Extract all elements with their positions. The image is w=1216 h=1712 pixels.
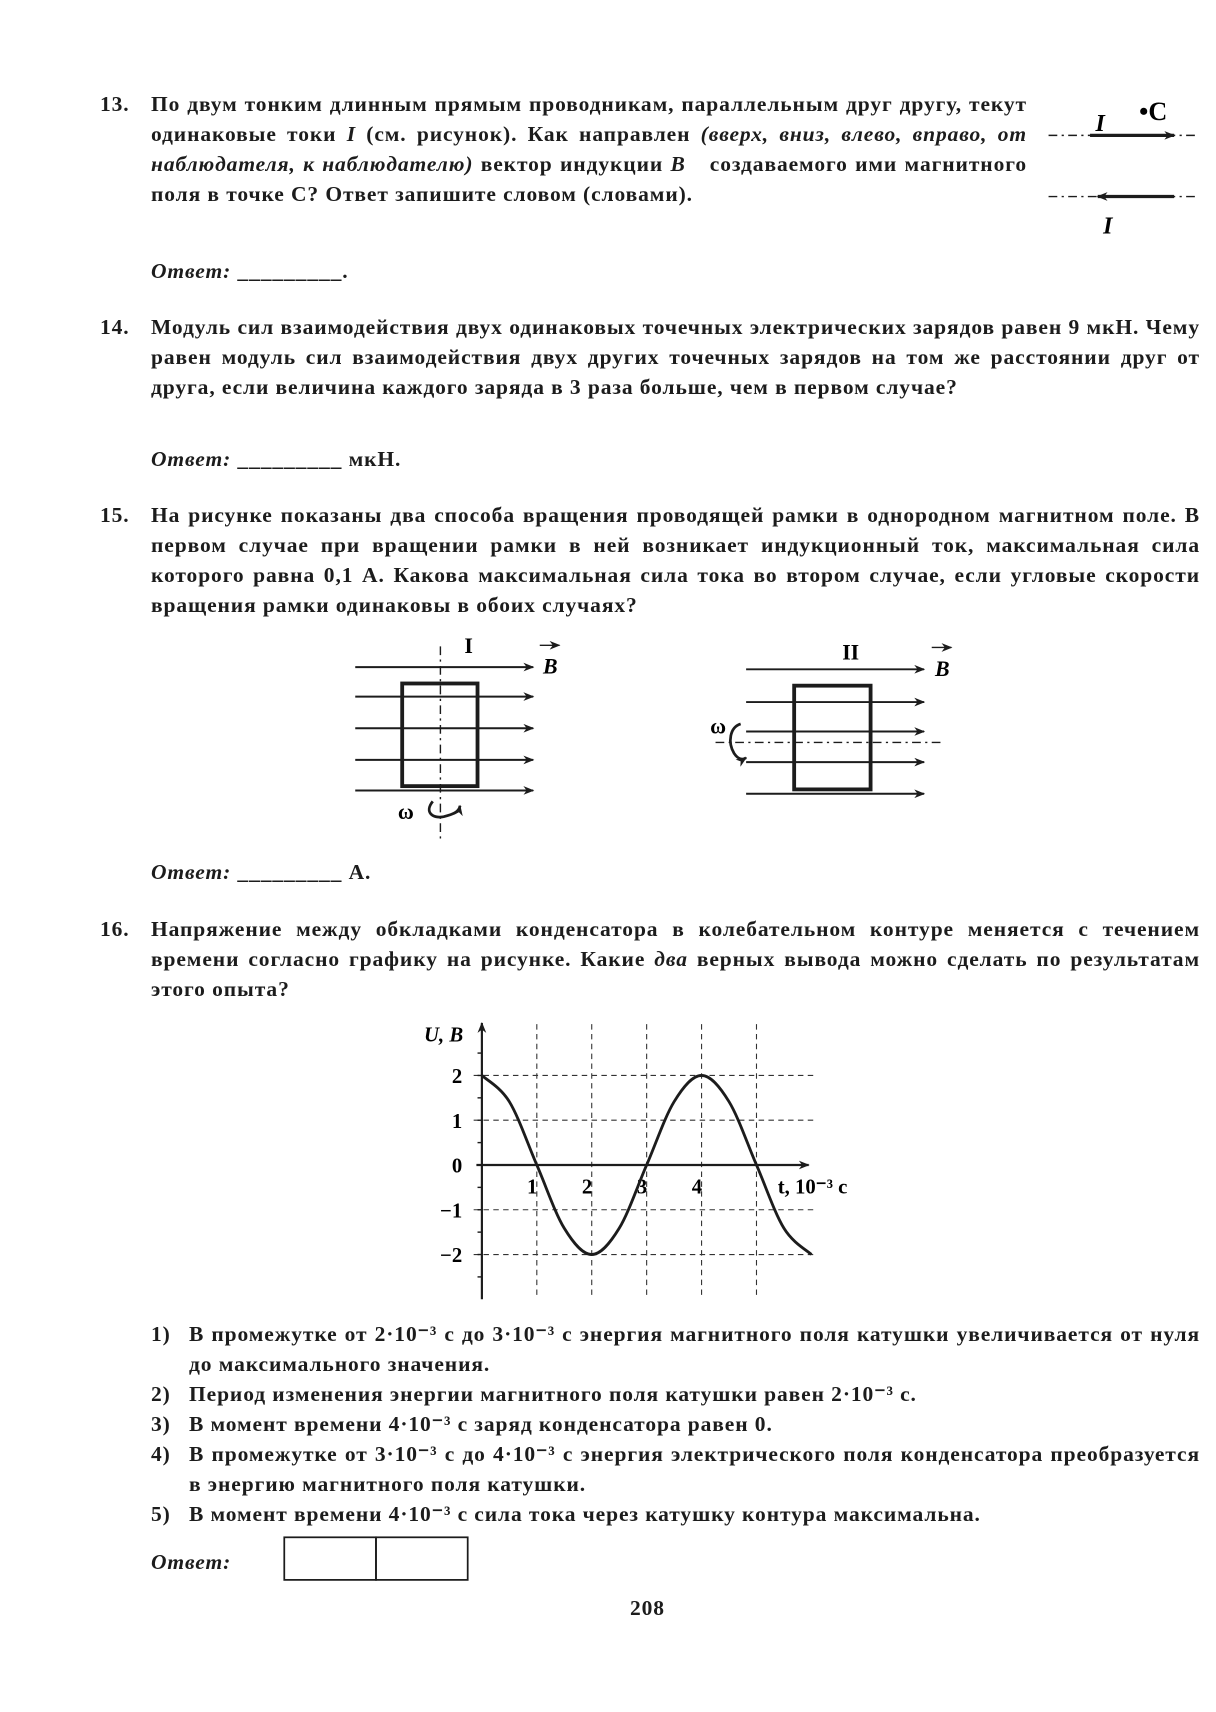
- q13-direction-options: (вверх, вниз, влево, вправо, от наблюдателя, к наблюдателю): [151, 122, 1027, 176]
- rotation-arrow-icon: [730, 724, 746, 759]
- y-tick-label: 2: [451, 1066, 463, 1089]
- answer-blank[interactable]: _________: [237, 447, 343, 471]
- y-tick-label: 1: [451, 1110, 463, 1133]
- q15-number: 15.: [100, 503, 130, 527]
- answer-blank[interactable]: _________: [237, 860, 343, 884]
- answer-label: Ответ:: [151, 860, 232, 884]
- rotation-arrow-icon: [429, 801, 460, 817]
- answer-box-2[interactable]: [376, 1537, 468, 1580]
- q13-text-part: вектор индукции: [473, 152, 671, 176]
- option-number: 3): [151, 1412, 171, 1436]
- q13-text-part: По двум тонким длинным прямым проводникам, параллельным друг другу, текут одинаковые токи: [151, 92, 1027, 146]
- q13-vector-b: B⃗: [670, 152, 703, 176]
- option-number: 4): [151, 1442, 171, 1466]
- option-number: 5): [151, 1502, 171, 1526]
- answer-label: Ответ:: [151, 1550, 232, 1574]
- case-label-1: I: [464, 633, 473, 658]
- y-axis-label: U, В: [424, 1024, 464, 1047]
- option-text: В момент времени 4·10⁻³ с заряд конденсатора равен 0.: [189, 1412, 773, 1436]
- omega-label: ω: [397, 799, 414, 824]
- field-b-label: B: [935, 656, 950, 681]
- q16-text-part: верных вывода можно сделать по результатам этого опыта?: [151, 947, 1200, 1001]
- q16-text-part: Напряжение между обкладками конденсатора в колебательном контуре меняется с течением времени согласно графику на рисунке. Какие: [151, 917, 1200, 971]
- x-tick-label: 1: [526, 1176, 538, 1199]
- option-text: В промежутке от 2·10⁻³ с до 3·10⁻³ с энергия магнитного поля катушки увеличивается от нуля до максимального значения.: [189, 1322, 1200, 1376]
- answer-box-1[interactable]: [284, 1537, 376, 1580]
- option-number: 1): [151, 1322, 171, 1346]
- omega-label: ω: [710, 714, 727, 739]
- q14-number: 14.: [100, 315, 130, 339]
- q16-emphasis: два: [654, 947, 688, 971]
- q15-figure-2: [710, 640, 951, 793]
- q13-number: 13.: [100, 92, 130, 116]
- option-text: В момент времени 4·10⁻³ с сила тока через катушку контура максимальна.: [189, 1502, 981, 1526]
- q16-number: 16.: [100, 917, 130, 941]
- x-tick-label: 2: [581, 1176, 593, 1199]
- y-tick-label: −1: [440, 1200, 463, 1223]
- x-axis-label: t, 10⁻³ с: [777, 1176, 848, 1199]
- answer-blank[interactable]: _________: [237, 259, 343, 283]
- x-tick-label: 4: [691, 1176, 703, 1199]
- page-number: 208: [630, 1596, 665, 1620]
- voltage-chart: [424, 1023, 847, 1299]
- field-b-label: B: [543, 654, 558, 679]
- option-number: 2): [151, 1382, 171, 1406]
- answer-unit: А.: [348, 860, 372, 884]
- q13-current-symbol: I: [346, 122, 356, 146]
- q13-text-part: (см. рисунок). Как направлен: [356, 122, 701, 146]
- answer-unit: .: [342, 259, 349, 283]
- y-tick-label: −2: [440, 1245, 463, 1268]
- answer-label: Ответ:: [151, 447, 232, 471]
- answer-label: Ответ:: [151, 259, 232, 283]
- current-label-bottom: I: [1103, 213, 1113, 240]
- current-label-top: I: [1095, 111, 1105, 138]
- q13-figure: [1049, 97, 1200, 240]
- point-c-label: •C: [1139, 97, 1168, 127]
- x-tick-label: 3: [636, 1176, 648, 1199]
- option-text: В промежутке от 3·10⁻³ с до 4·10⁻³ с энергия электрического поля конденсатора преобразуется в энергию магнитного поля катушки.: [189, 1442, 1200, 1496]
- answer-unit: мкН.: [348, 447, 402, 471]
- case-label-2: II: [842, 640, 860, 665]
- q16-answer-boxes: [284, 1537, 467, 1580]
- q13-text-part: создаваемого ими магнитного поля в точке С? Ответ запишите словом (словами).: [151, 152, 1028, 206]
- chart-grid: [474, 1024, 817, 1299]
- q14-text: Модуль сил взаимодействия двух одинаковых точечных электрических зарядов равен 9 мкН. Чему равен модуль сил взаимодействия двух других точечных зарядов на том же расстоянии друг от друга, если величина каждого заряда в 3 раза больше, чем в первом случае?: [151, 315, 1200, 399]
- q15-text: На рисунке показаны два способа вращения проводящей рамки в однородном магнитном поле. В первом случае при вращении рамки в ней возникает индукционный ток, максимальная сила которого равна 0,1 А. Какова максимальная сила тока во втором случае, если угловые скорости вращения рамки одинаковы в обоих случаях?: [151, 503, 1200, 617]
- chart-axes: [476, 1023, 808, 1299]
- option-text: Период изменения энергии магнитного поля катушки равен 2·10⁻³ с.: [189, 1382, 917, 1406]
- y-tick-label: 0: [451, 1155, 463, 1178]
- q15-figure-1: [355, 634, 559, 839]
